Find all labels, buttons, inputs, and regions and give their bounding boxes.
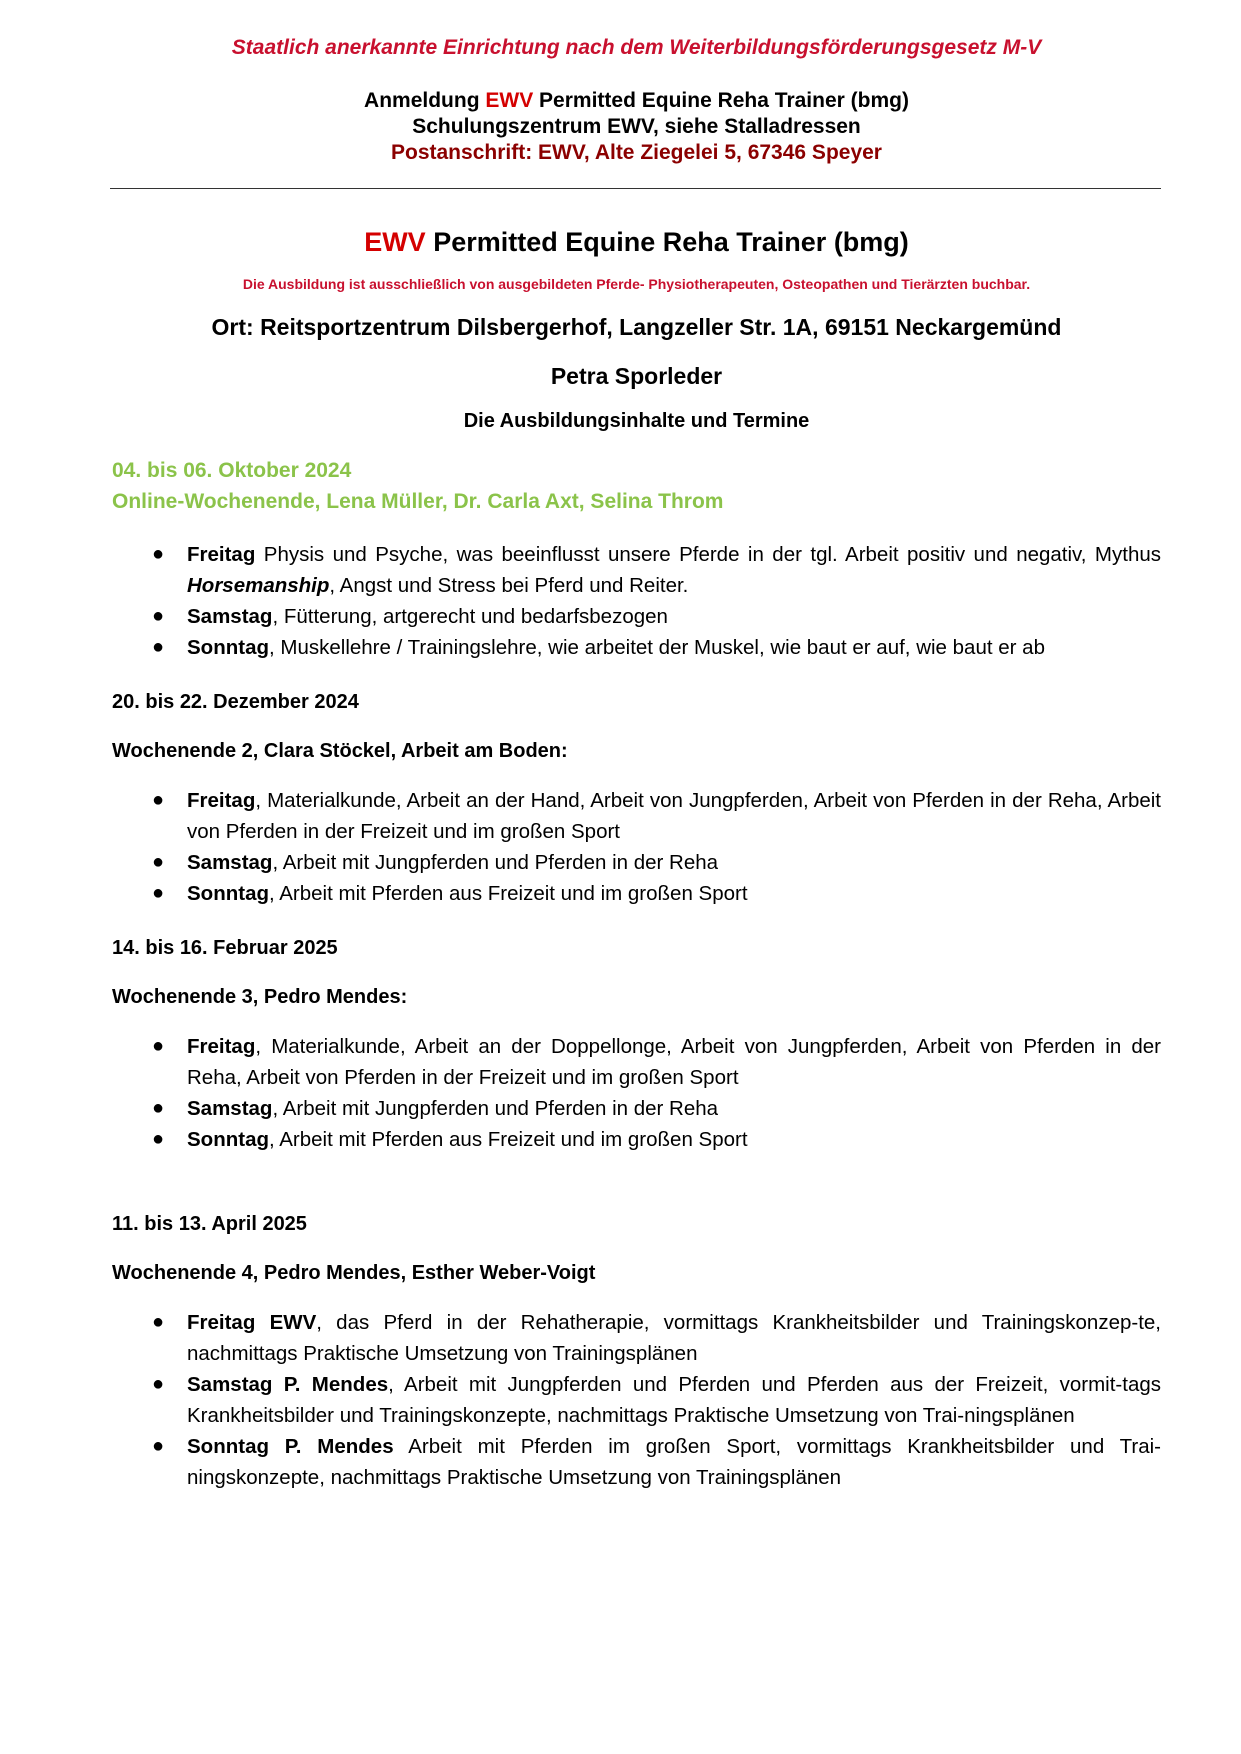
block1-list [112,539,1161,663]
bullet-icon: ● [152,1128,165,1150]
day-label: Samstag [187,605,273,628]
bullet-icon: ● [152,882,165,904]
list-item [112,1431,1161,1493]
eligibility-note: Die Ausbildung ist ausschließlich von ausgebildeten Pferde- Physiotherapeuten, Osteopathen und Tierärzten buchbar. [242,276,1031,292]
block1-date: 04. bis 06. Oktober 2024 [112,459,352,482]
registration-header [112,88,1161,166]
day-label: Sonntag [187,1128,269,1151]
block1-header [112,455,1161,517]
block3-list [112,1031,1161,1155]
item-text: , Arbeit mit Pferden aus Freizeit und im großen Sport [269,1128,748,1151]
block2-weekend: Wochenende 2, Clara Stöckel, Arbeit am Boden: [112,740,568,762]
block2-list [112,785,1161,909]
day-label: Freitag [187,1035,256,1058]
day-label: Sonntag [187,636,269,659]
registration-title-prefix: Anmeldung [364,89,486,112]
block1-weekend: Online-Wochenende, Lena Müller, Dr. Carla Axt, Selina Throm [112,490,724,513]
item-emphasis: Horsemanship [187,574,330,597]
item-text: , Muskellehre / Trainingslehre, wie arbeitet der Muskel, wie baut er auf, wie baut er ab [269,636,1045,659]
list-item [112,1307,1161,1369]
registration-title [112,88,1161,114]
block2-date: 20. bis 22. Dezember 2024 [112,691,359,713]
day-label: Samstag [187,851,273,874]
bullet-icon: ● [152,636,165,658]
tagline: Staatlich anerkannte Einrichtung nach dem Weiterbildungsförderungsgesetz M-V [231,36,1042,59]
list-item [112,785,1161,847]
item-text: , Fütterung, artgerecht und bedarfsbezogen [272,605,668,628]
day-label: Freitag [187,543,256,566]
item-text: , Materialkunde, Arbeit an der Hand, Arbeit von Jungpferden, Arbeit von Pferden in der Reha, Arbeit von Pferden in der Freizeit und im großen Sport [187,789,1161,843]
list-item [112,1124,1161,1155]
block4-weekend: Wochenende 4, Pedro Mendes, Esther Weber-Voigt [112,1262,596,1284]
bullet-icon: ● [152,1311,165,1333]
item-text: , Arbeit mit Jungpferden und Pferden in der Reha [272,1097,719,1120]
list-item [112,878,1161,909]
registration-title-suffix: Permitted Equine Reha Trainer (bmg) [533,89,909,112]
bullet-icon: ● [152,1035,165,1057]
header-divider [110,188,1161,189]
registration-title-ewv: EWV [485,89,534,112]
day-label: Freitag EWV [187,1311,317,1334]
contact-person: Petra Sporleder [550,363,723,389]
day-label: Freitag [187,789,256,812]
list-item [112,632,1161,663]
course-title-ewv: EWV [364,227,426,257]
bullet-icon: ● [152,851,165,873]
item-text: , Materialkunde, Arbeit an der Doppellonge, Arbeit von Jungpferden, Arbeit von Pferden in der Reha, Arbeit von Pferden in der Freizeit und im großen Sport [187,1035,1161,1089]
item-text: , das Pferd in der Rehatherapie, vormittags Krankheitsbilder und Trainingskonzep-te, nachmittags Praktische Umsetzung von Trainingsplänen [187,1311,1161,1365]
list-item [112,1093,1161,1124]
block4-list [112,1307,1161,1493]
bullet-icon: ● [152,789,165,811]
bullet-icon: ● [152,605,165,627]
item-text: , Arbeit mit Pferden aus Freizeit und im großen Sport [269,882,748,905]
block3-weekend: Wochenende 3, Pedro Mendes: [112,986,408,1008]
item-text: Physis und Psyche, was beeinflusst unsere Pferde in der tgl. Arbeit positiv und negativ, Mythus [255,543,1161,566]
day-label: Sonntag P. Mendes [187,1435,394,1458]
course-title-rest: Permitted Equine Reha Trainer (bmg) [425,227,909,257]
item-text: , Angst und Stress bei Pferd und Reiter. [329,574,689,597]
day-label: Sonntag [187,882,269,905]
list-item [112,601,1161,632]
list-item [112,847,1161,878]
bullet-icon: ● [152,1373,165,1395]
item-text: , Arbeit mit Jungpferden und Pferden in der Reha [272,851,719,874]
list-item [112,539,1161,601]
block4-date: 11. bis 13. April 2025 [112,1213,307,1235]
location-line: Ort: Reitsportzentrum Dilsbergerhof, Langzeller Str. 1A, 69151 Neckargemünd [211,314,1062,340]
day-label: Samstag P. Mendes [187,1373,389,1396]
item-text: , Arbeit mit Jungpferden und Pferden und Pferden aus der Freizeit, vormit-tags Krankheitsbilder und Trainingskonzepte, nachmittags Praktische Umsetzung von Trai-ningsplänen [187,1373,1161,1427]
bullet-icon: ● [152,543,165,565]
postal-address: Postanschrift: EWV, Alte Ziegelei 5, 67346 Speyer [391,141,882,164]
training-center-line: Schulungszentrum EWV, siehe Stalladressen [412,115,861,138]
bullet-icon: ● [152,1435,165,1457]
day-label: Samstag [187,1097,273,1120]
section-subtitle: Die Ausbildungsinhalte und Termine [463,410,810,432]
list-item [112,1031,1161,1093]
item-text: Arbeit mit Pferden im großen Sport, vormittags Krankheitsbilder und Trai-ningskonzepte, nachmittags Praktische Umsetzung von Trainingsplänen [187,1435,1161,1489]
block3-date: 14. bis 16. Februar 2025 [112,937,338,959]
bullet-icon: ● [152,1097,165,1119]
list-item [112,1369,1161,1431]
course-title [112,227,1161,258]
